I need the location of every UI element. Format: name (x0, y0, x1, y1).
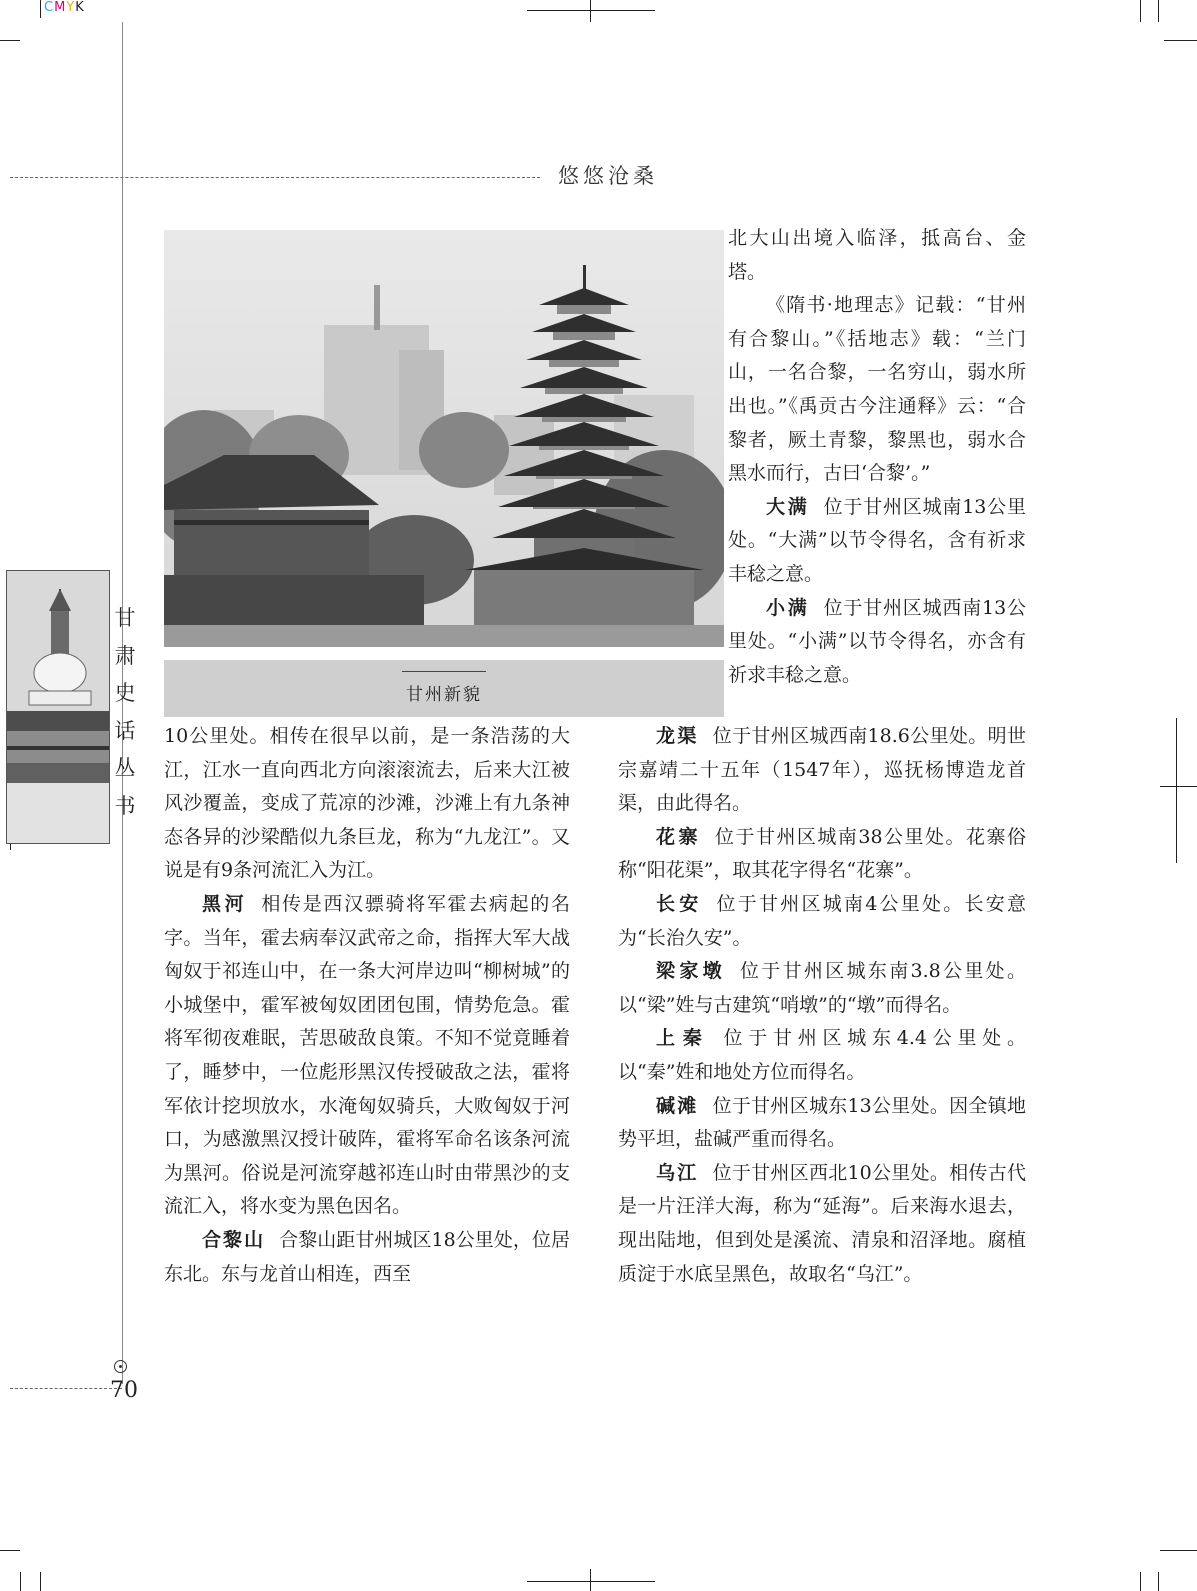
entry-text: 《隋书·地理志》记载：“甘州有合黎山。”《括地志》载：“兰门山，一名合黎，一名穷山，弱水所出也。”《禹贡古今注通释》云：“合黎者，厥土青黎，黎黑也，弱水合黑水而行，古曰‘合黎’。” (728, 294, 1026, 485)
entry-text: 北大山出境入临泽，抵高台、金塔。 (728, 227, 1026, 283)
paragraph (618, 1090, 1026, 1157)
crop-mark (1160, 786, 1197, 787)
paragraph (618, 821, 1026, 888)
page-number-ornament (114, 1360, 127, 1373)
entry-term: 碱滩 (656, 1094, 699, 1117)
crop-mark (1176, 718, 1177, 863)
entry-term: 梁家墩 (656, 960, 726, 983)
paragraph (728, 592, 1026, 693)
crop-mark (1140, 0, 1141, 22)
series-char: 书 (114, 793, 136, 818)
crop-mark (1140, 1572, 1141, 1591)
paragraph (618, 1157, 1026, 1291)
right-top-column (728, 222, 1026, 692)
paragraph (164, 720, 570, 888)
entry-text: 相传是西汉骠骑将军霍去病起的名字。当年，霍去病奉汉武帝之命，指挥大军大战匈奴于祁连山中，在一条大河岸边叫“柳树城”的小城堡中，霍军被匈奴团团包围，情势危急。霍将军彻夜难眠，苦思破敌良策。不知不觉竟睡着了，睡梦中，一位彪形黑汉传授破敌之法，霍将军依计挖坝放水，水淹匈奴骑兵，大败匈奴于河口，为感激黑汉授计破阵，霍将军命名该条河流为黑河。俗说是河流穿越祁连山时由带黑沙的支流汇入，将水变为黑色因名。 (164, 892, 570, 1218)
crop-mark (40, 1572, 41, 1591)
crop-mark (590, 0, 591, 22)
series-title (112, 600, 138, 825)
crop-mark (1164, 40, 1197, 41)
section-title: 悠悠沧桑 (558, 164, 658, 188)
series-char: 史 (114, 681, 136, 705)
entry-term: 龙渠 (656, 725, 699, 747)
paragraph (164, 1224, 570, 1291)
footer-dashed-rule (10, 1388, 122, 1389)
entry-term: 大满 (766, 495, 810, 518)
pagoda-cityscape-image (164, 230, 724, 647)
entry-text: 位于甘州区城西南13公里处。“小满”以节令得名，亦含有祈求丰稔之意。 (728, 596, 1026, 686)
series-char: 丛 (114, 756, 136, 780)
entry-term: 花寨 (656, 825, 701, 848)
crop-mark (1158, 1572, 1159, 1591)
header-dashed-rule (10, 177, 540, 178)
entry-text: 位于甘州区城东13公里处。因全镇地势平坦，盐碱严重而得名。 (618, 1094, 1026, 1151)
series-char: 肃 (114, 643, 136, 668)
cmyk-y: Y (66, 0, 76, 15)
paragraph (728, 222, 1026, 289)
entry-text: 位于甘州区城东4.4公里处。以“秦”姓和地处方位而得名。 (618, 1027, 1026, 1083)
paragraph (164, 888, 570, 1224)
entry-text: 位于甘州区城西南18.6公里处。明世宗嘉靖二十五年（1547年），巡抚杨博造龙首渠，由此得名。 (618, 725, 1026, 815)
paragraph (618, 720, 1026, 821)
paragraph (728, 289, 1026, 491)
crop-mark (1158, 0, 1159, 22)
entry-text: 位于甘州区城南38公里处。花寨俗称“阳花渠”，取其花字得名“花寨”。 (618, 825, 1026, 882)
crop-mark (1160, 1550, 1197, 1551)
entry-term: 乌江 (656, 1161, 699, 1184)
crop-mark (20, 1572, 21, 1591)
paragraph (618, 955, 1026, 1022)
right-bottom-column (618, 720, 1026, 1291)
paragraph (618, 888, 1026, 955)
caption-rule (402, 671, 486, 672)
series-char: 甘 (114, 606, 136, 630)
entry-term: 小满 (766, 596, 810, 619)
crop-mark (527, 10, 655, 11)
city-photo (164, 230, 724, 647)
entry-term: 长安 (656, 892, 703, 915)
entry-term: 合黎山 (202, 1228, 266, 1251)
crop-mark (40, 0, 41, 18)
entry-text: 位于甘州区城南4公里处。长安意为“长治久安”。 (618, 892, 1026, 949)
left-column (164, 720, 570, 1291)
cmyk-k: K (75, 0, 85, 15)
cmyk-m: M (54, 0, 67, 15)
entry-text: 位于甘州区城东南3.8公里处。以“梁”姓与古建筑“哨墩”的“墩”而得名。 (618, 960, 1026, 1016)
crop-mark (590, 1569, 591, 1591)
entry-text: 位于甘州区西北10公里处。相传古代是一片汪洋大海，称为“延海”。后来海水退去，现出陆地，但到处是溪流、清泉和沼泽地。腐植质淀于水底呈黑色，故取名“乌江”。 (618, 1161, 1026, 1285)
entry-term: 黑河 (202, 892, 248, 915)
crop-mark (527, 1581, 655, 1582)
cmyk-c: C (44, 0, 55, 15)
entry-text: 合黎山距甘州城区18公里处，位居东北。东与龙首山相连，西至 (164, 1228, 570, 1285)
entry-text: 位于甘州区城南13公里处。“大满”以节令得名，含有祈求丰稔之意。 (728, 495, 1026, 585)
cmyk-registration-mark (44, 0, 85, 15)
series-char: 话 (114, 718, 136, 743)
paragraph (618, 1022, 1026, 1089)
photo-caption: 甘州新貌 (406, 685, 482, 705)
paragraph (728, 491, 1026, 592)
page-number: 70 (110, 1378, 138, 1403)
crop-mark (0, 40, 20, 41)
stupa-thumbnail (6, 570, 110, 844)
entry-term: 上秦 (656, 1027, 710, 1050)
white-stupa-image (7, 571, 109, 843)
entry-text: 10公里处。相传在很早以前，是一条浩荡的大江，江水一直向西北方向滚滚流去，后来大江被风沙覆盖，变成了荒凉的沙滩，沙滩上有九条神态各异的沙梁酷似九条巨龙，称为“九龙江”。又说是有9条河流汇入为江。 (164, 725, 570, 882)
crop-mark (0, 1550, 20, 1551)
